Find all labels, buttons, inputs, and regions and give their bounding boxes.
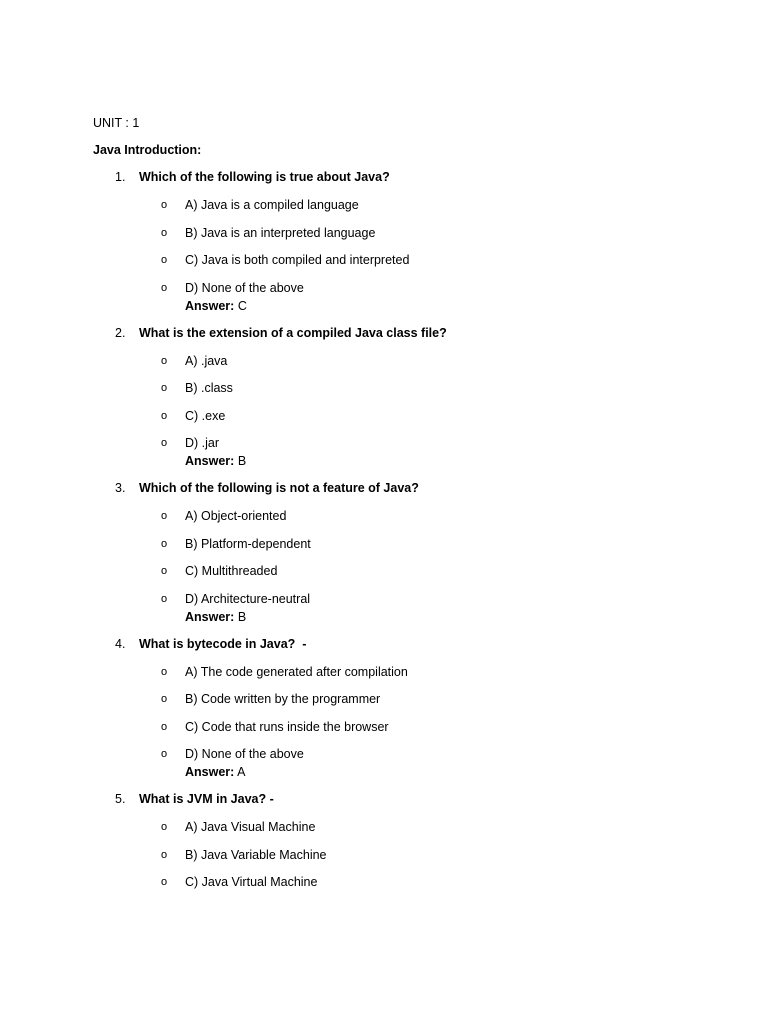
question-text	[139, 791, 274, 807]
option-text: C) Java Virtual Machine	[185, 875, 318, 889]
answer-label: Answer:	[185, 609, 235, 624]
option-list	[0, 664, 768, 763]
question-item	[0, 791, 768, 890]
option-text: B) Java Variable Machine	[185, 847, 327, 862]
answer	[185, 764, 245, 780]
option-list	[0, 819, 768, 890]
bullet-icon: o	[161, 281, 168, 294]
question-row	[0, 169, 768, 185]
option-text: C) Code that runs inside the browser	[185, 719, 389, 734]
option-text: A) Object-oriented	[185, 509, 287, 523]
option-item	[0, 563, 768, 579]
answer	[185, 453, 246, 469]
question-text-main: Which of the following is true about Java?	[139, 170, 390, 184]
question-list	[0, 169, 768, 901]
option-text: A) The code generated after compilation	[185, 664, 408, 679]
question-item	[0, 325, 768, 470]
bullet-icon: o	[161, 848, 168, 861]
option-item	[0, 252, 768, 268]
option-text: B) Java is an interpreted language	[185, 225, 376, 240]
option-text: D) None of the above	[185, 747, 304, 761]
bullet-icon: o	[161, 437, 168, 449]
answer-value: B	[237, 609, 247, 624]
option-item	[0, 225, 768, 241]
bullet-icon: o	[161, 592, 168, 605]
question-number: 3.	[115, 481, 126, 495]
answer-label: Answer:	[185, 298, 235, 313]
option-text: C) Java is both compiled and interpreted	[185, 253, 410, 267]
option-item	[0, 746, 768, 762]
question-text	[139, 636, 306, 652]
answer-value: B	[237, 454, 247, 468]
option-item	[0, 435, 768, 451]
option-item	[0, 536, 768, 552]
option-text: D) Architecture-neutral	[185, 591, 311, 606]
bullet-icon: o	[161, 510, 168, 522]
option-list	[0, 508, 768, 607]
option-text: A) Java is a compiled language	[185, 198, 359, 212]
option-item	[0, 719, 768, 735]
question-text-suffix: -	[295, 636, 307, 651]
question-text-main: What is JVM in Java?	[139, 792, 267, 806]
answer-label: Answer:	[185, 454, 235, 468]
answer	[185, 609, 246, 625]
question-number: 2.	[115, 325, 126, 340]
bullet-icon: o	[161, 537, 168, 550]
option-item	[0, 280, 768, 296]
bullet-icon: o	[161, 565, 168, 577]
answer-row	[0, 764, 768, 780]
option-item	[0, 664, 768, 680]
option-list	[0, 197, 768, 296]
option-item	[0, 508, 768, 524]
option-item	[0, 819, 768, 835]
option-text: B) .class	[185, 381, 233, 395]
question-text-main: Which of the following is not a feature of Java?	[139, 481, 419, 495]
option-text: B) Code written by the programmer	[185, 692, 381, 706]
section-title: Java Introduction:	[93, 143, 202, 157]
answer-row	[0, 298, 768, 314]
question-number: 1.	[115, 170, 126, 184]
bullet-icon: o	[161, 693, 168, 705]
question-row	[0, 325, 768, 341]
bullet-icon: o	[161, 876, 168, 888]
answer-label: Answer:	[185, 765, 235, 779]
bullet-icon: o	[161, 821, 168, 833]
bullet-icon: o	[161, 409, 168, 422]
answer-row	[0, 453, 768, 469]
option-list	[0, 353, 768, 452]
option-item	[0, 408, 768, 424]
bullet-icon: o	[161, 748, 168, 760]
option-item	[0, 591, 768, 607]
option-text: D) None of the above	[185, 280, 304, 295]
bullet-icon: o	[161, 354, 168, 367]
answer	[185, 298, 247, 314]
question-text	[139, 480, 419, 496]
option-item	[0, 197, 768, 213]
unit-heading: UNIT : 1	[93, 116, 140, 130]
answer-row	[0, 609, 768, 625]
question-text-suffix: -	[266, 792, 274, 806]
bullet-icon: o	[161, 199, 168, 211]
option-text: B) Platform-dependent	[185, 536, 311, 551]
question-text	[139, 169, 390, 185]
question-item	[0, 169, 768, 314]
bullet-icon: o	[161, 720, 168, 733]
option-text: C) .exe	[185, 408, 226, 423]
option-text: A) .java	[185, 353, 228, 368]
answer-value: A	[237, 765, 246, 779]
question-text-main: What is bytecode in Java?	[139, 636, 296, 651]
question-text-main: What is the extension of a compiled Java class file?	[139, 325, 447, 340]
bullet-icon: o	[161, 382, 168, 394]
question-number: 4.	[115, 636, 126, 651]
answer-value: C	[237, 298, 247, 313]
option-item	[0, 353, 768, 369]
option-text: D) .jar	[185, 436, 220, 450]
question-row	[0, 791, 768, 807]
bullet-icon: o	[161, 665, 168, 678]
option-text: A) Java Visual Machine	[185, 820, 316, 834]
option-item	[0, 847, 768, 863]
question-number: 5.	[115, 792, 126, 806]
question-row	[0, 480, 768, 496]
question-text	[139, 325, 447, 341]
question-item	[0, 636, 768, 781]
question-item	[0, 480, 768, 625]
option-item	[0, 380, 768, 396]
question-row	[0, 636, 768, 652]
option-text: C) Multithreaded	[185, 564, 278, 578]
bullet-icon: o	[161, 226, 168, 239]
option-item	[0, 691, 768, 707]
bullet-icon: o	[161, 254, 168, 266]
option-item	[0, 874, 768, 890]
